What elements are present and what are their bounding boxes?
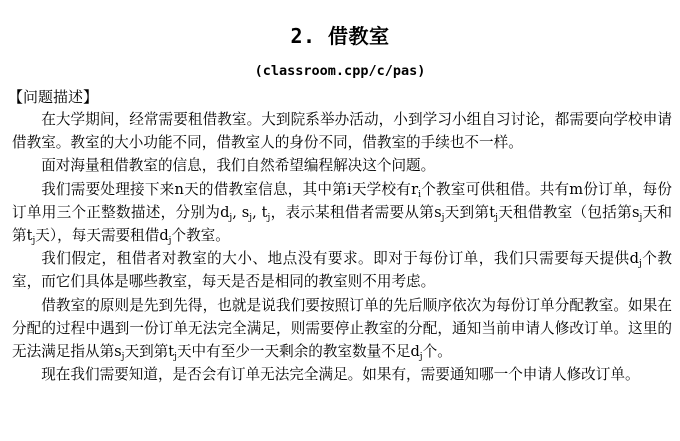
subscript: j — [168, 236, 172, 247]
subscript: j — [419, 352, 423, 363]
subscript: j — [267, 212, 271, 223]
subscript: j — [495, 212, 498, 223]
subscript: j — [638, 259, 642, 270]
subscript: j — [441, 212, 445, 223]
text-run: 个教室可供租借。共有m份订单，每份订单用三个正整数描述，分别为d — [12, 180, 673, 221]
text-run: 天租借教室（包括第s — [497, 203, 640, 221]
subscript: j — [32, 236, 36, 247]
subscript: j — [174, 352, 177, 363]
paragraph-1: 在大学期间，经常需要租借教室。大到院系举办活动，小到学习小组自习讨论，都需要向学校申请借教室。教室的大小功能不同，借教室人的身份不同，借教室的手续也不一样。 — [12, 111, 672, 152]
paragraph-6: 现在我们需要知道，是否会有订单无法完全满足。如果有，需要通知哪一个申请人修改订单。 — [41, 366, 640, 384]
text-run: 天和第t — [12, 203, 672, 245]
text-run: , s — [232, 203, 250, 221]
paragraph-3 — [12, 178, 672, 248]
text-run: 借教室的原则是先到先得，也就是说我们要按照订单的先后顺序依次为每份订单分配教室。如果在分配的过程中遇到一份订单无法完全满足，则需要停止教室的分配，通知当前申请人修改订单。这里的无法满足指从第s — [12, 296, 672, 361]
paragraph-2: 面对海量租借教室的信息，我们自然希望编程解决这个问题。 — [41, 157, 436, 175]
section-heading: 【问题描述】 — [8, 88, 99, 106]
text-run: ，表示某租借者需要从第s — [270, 203, 442, 221]
text-run: 天），每天需要租借d — [35, 227, 169, 245]
text-run: 我们需要处理接下来n天的借教室信息，其中第i天学校有r — [41, 180, 419, 198]
problem-title: 2. 借教室 — [290, 24, 390, 48]
text-run: 天中有至少一天剩余的教室数量不足d — [176, 343, 420, 361]
text-run: , t — [252, 203, 268, 221]
subscript: j — [229, 212, 233, 223]
paragraph-5 — [12, 294, 672, 364]
subscript: j — [121, 352, 125, 363]
text-run: 个。 — [422, 343, 452, 361]
paragraph-4 — [12, 247, 672, 293]
problem-filename: (classroom.cpp/c/pas) — [254, 63, 426, 79]
subscript: j — [639, 212, 643, 223]
problem-description — [12, 108, 672, 386]
text-run: 天到第t — [444, 203, 496, 221]
text-run: 个教室，而它们具体是哪些教室，每天是否是相同的教室则不用考虑。 — [12, 250, 672, 291]
subscript: i — [418, 189, 421, 200]
text-run: 个教室。 — [171, 227, 230, 245]
text-run: 天到第t — [124, 343, 175, 361]
text-run: 我们假定，租借者对教室的大小、地点没有要求。即对于每份订单，我们只需要每天提供d — [41, 250, 639, 268]
subscript: j — [249, 212, 253, 223]
